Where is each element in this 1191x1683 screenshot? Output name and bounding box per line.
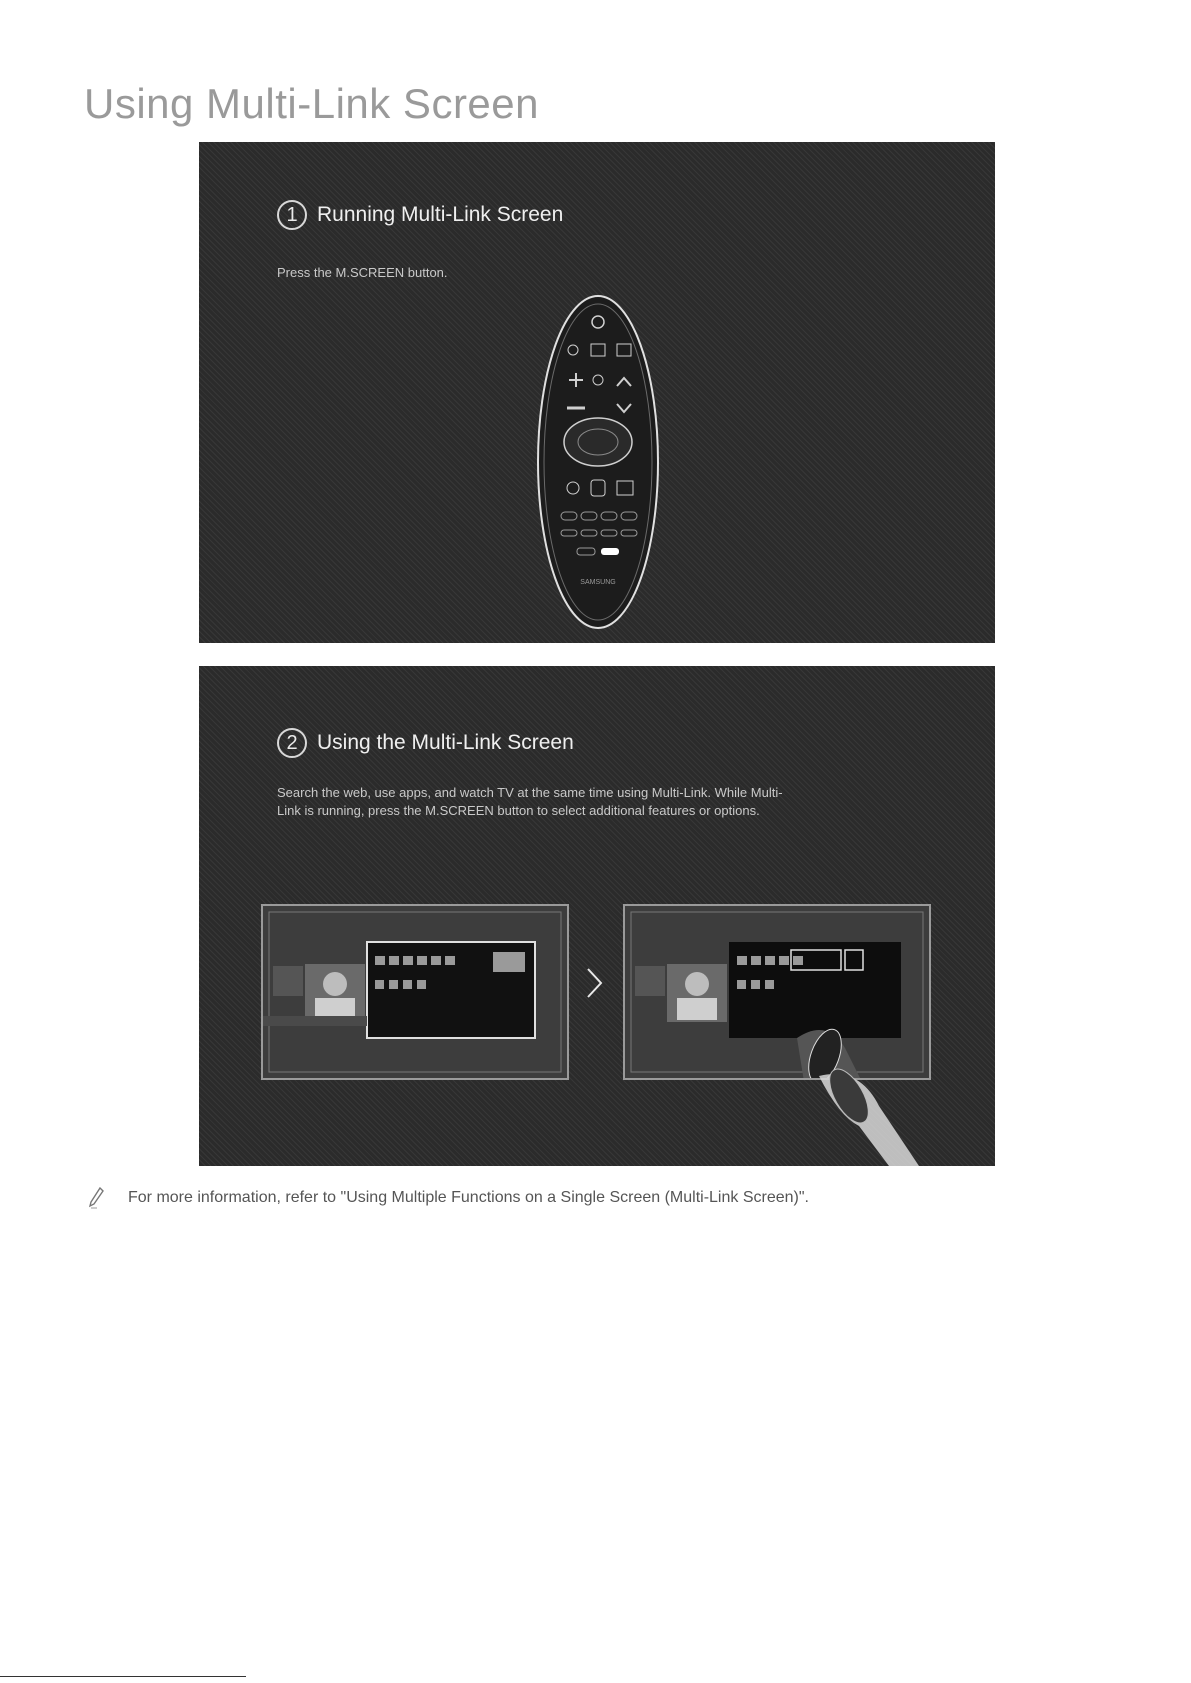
- step1-number-badge: 1: [277, 200, 307, 230]
- step1-description: Press the M.SCREEN button.: [277, 265, 448, 280]
- step2-heading: [277, 728, 574, 758]
- page-title: Using Multi-Link Screen: [84, 80, 540, 127]
- multilink-screen-before: [261, 904, 569, 1080]
- step1-panel: [199, 142, 995, 643]
- step2-description-line2: Link is running, press the M.SCREEN button to select additional features or options.: [277, 803, 760, 818]
- multilink-screen-after: [623, 904, 931, 1080]
- smart-remote-illustration: [533, 292, 663, 632]
- step2-description: [277, 784, 917, 820]
- hand-holding-remote-illustration: [799, 1066, 919, 1166]
- info-note-text: For more information, refer to "Using Multiple Functions on a Single Screen (Multi-Link Screen)".: [128, 1189, 809, 1206]
- step2-title: Using the Multi-Link Screen: [317, 731, 574, 754]
- footer-rule: [0, 1676, 246, 1677]
- step2-description-line1: Search the web, use apps, and watch TV at the same time using Multi-Link. While Multi-: [277, 785, 783, 800]
- step1-heading: [277, 200, 563, 230]
- remote-brand-label: SAMSUNG: [580, 579, 616, 586]
- step2-panel: [199, 666, 995, 1166]
- step2-number-badge: 2: [277, 728, 307, 758]
- info-note: [88, 1187, 809, 1209]
- pencil-icon: [88, 1187, 104, 1209]
- step1-title: Running Multi-Link Screen: [317, 203, 564, 226]
- chevron-right-icon: [585, 966, 605, 1000]
